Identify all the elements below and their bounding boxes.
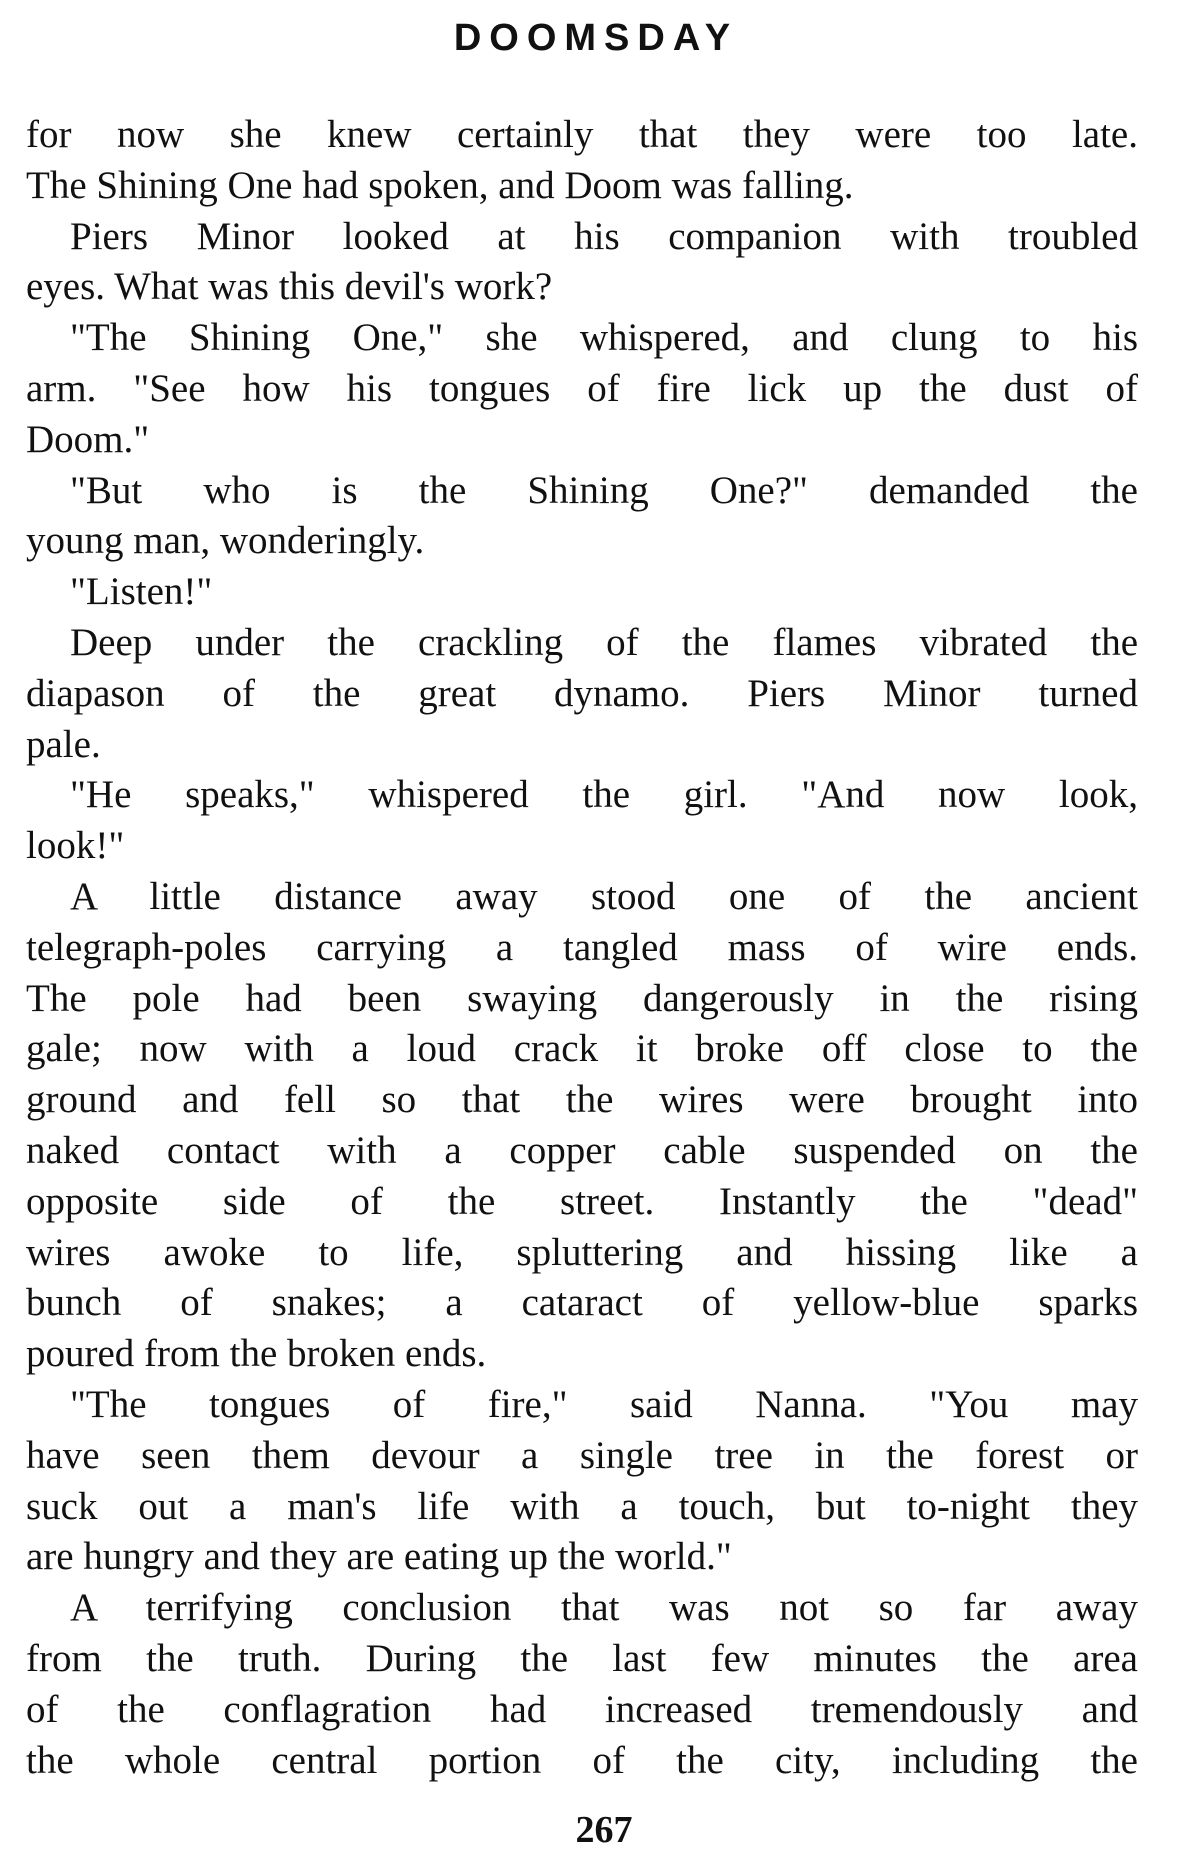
text-line: Deep under the crackling of the flames vibrated the [70,620,1138,664]
text-line: suck out a man's life with a touch, but to-night they [26,1484,1138,1528]
text-line: Doom." [26,417,150,461]
text-line: Piers Minor looked at his companion with troubled [70,214,1138,258]
text-line: bunch of snakes; a cataract of yellow-blue sparks [26,1281,1138,1325]
text-line: The Shining One had spoken, and Doom was falling. [26,163,854,207]
text-line: wires awoke to life, spluttering and hissing like a [26,1230,1138,1274]
body-text [26,110,1138,1786]
text-line: the whole central portion of the city, including the [26,1738,1138,1782]
text-line: pale. [26,722,101,766]
text-line: ground and fell so that the wires were brought into [26,1078,1138,1122]
text-line: The pole had been swaying dangerously in the rising [26,976,1138,1020]
text-line: for now she knew certainly that they were too late. [26,113,1138,156]
text-line: eyes. What was this devil's work? [26,265,553,309]
text-line: poured from the broken ends. [26,1332,487,1376]
text-line: gale; now with a loud crack it broke off close to the [26,1027,1138,1071]
text-line: opposite side of the street. Instantly the "dead" [26,1179,1138,1223]
text-line: "Listen!" [70,570,213,614]
text-line: are hungry and they are eating up the world." [26,1535,732,1579]
text-line: telegraph-poles carrying a tangled mass of wire ends. [26,925,1138,969]
text-line: have seen them devour a single tree in the forest or [26,1433,1138,1477]
text-line: "He speaks," whispered the girl. "And now look, [70,773,1138,817]
running-head: DOOMSDAY [453,17,739,59]
text-line: arm. "See how his tongues of fire lick up the dust of [26,366,1138,410]
text-line: A terrifying conclusion that was not so far away [70,1586,1138,1630]
text-line: young man, wonderingly. [26,519,425,563]
text-line: from the truth. During the last few minutes the area [26,1636,1138,1680]
page-number: 267 [575,1809,633,1851]
text-line: look!" [26,824,125,868]
text-line: "The tongues of fire," said Nanna. "You may [70,1382,1138,1426]
text-line: diapason of the great dynamo. Piers Minor turned [26,671,1138,715]
text-line: of the conflagration had increased tremendously and [26,1687,1138,1731]
text-line: A little distance away stood one of the ancient [70,874,1138,918]
text-line: "The Shining One," she whispered, and clung to his [70,316,1138,360]
text-line: naked contact with a copper cable suspended on the [26,1128,1138,1172]
text-line: "But who is the Shining One?" demanded the [70,468,1138,512]
